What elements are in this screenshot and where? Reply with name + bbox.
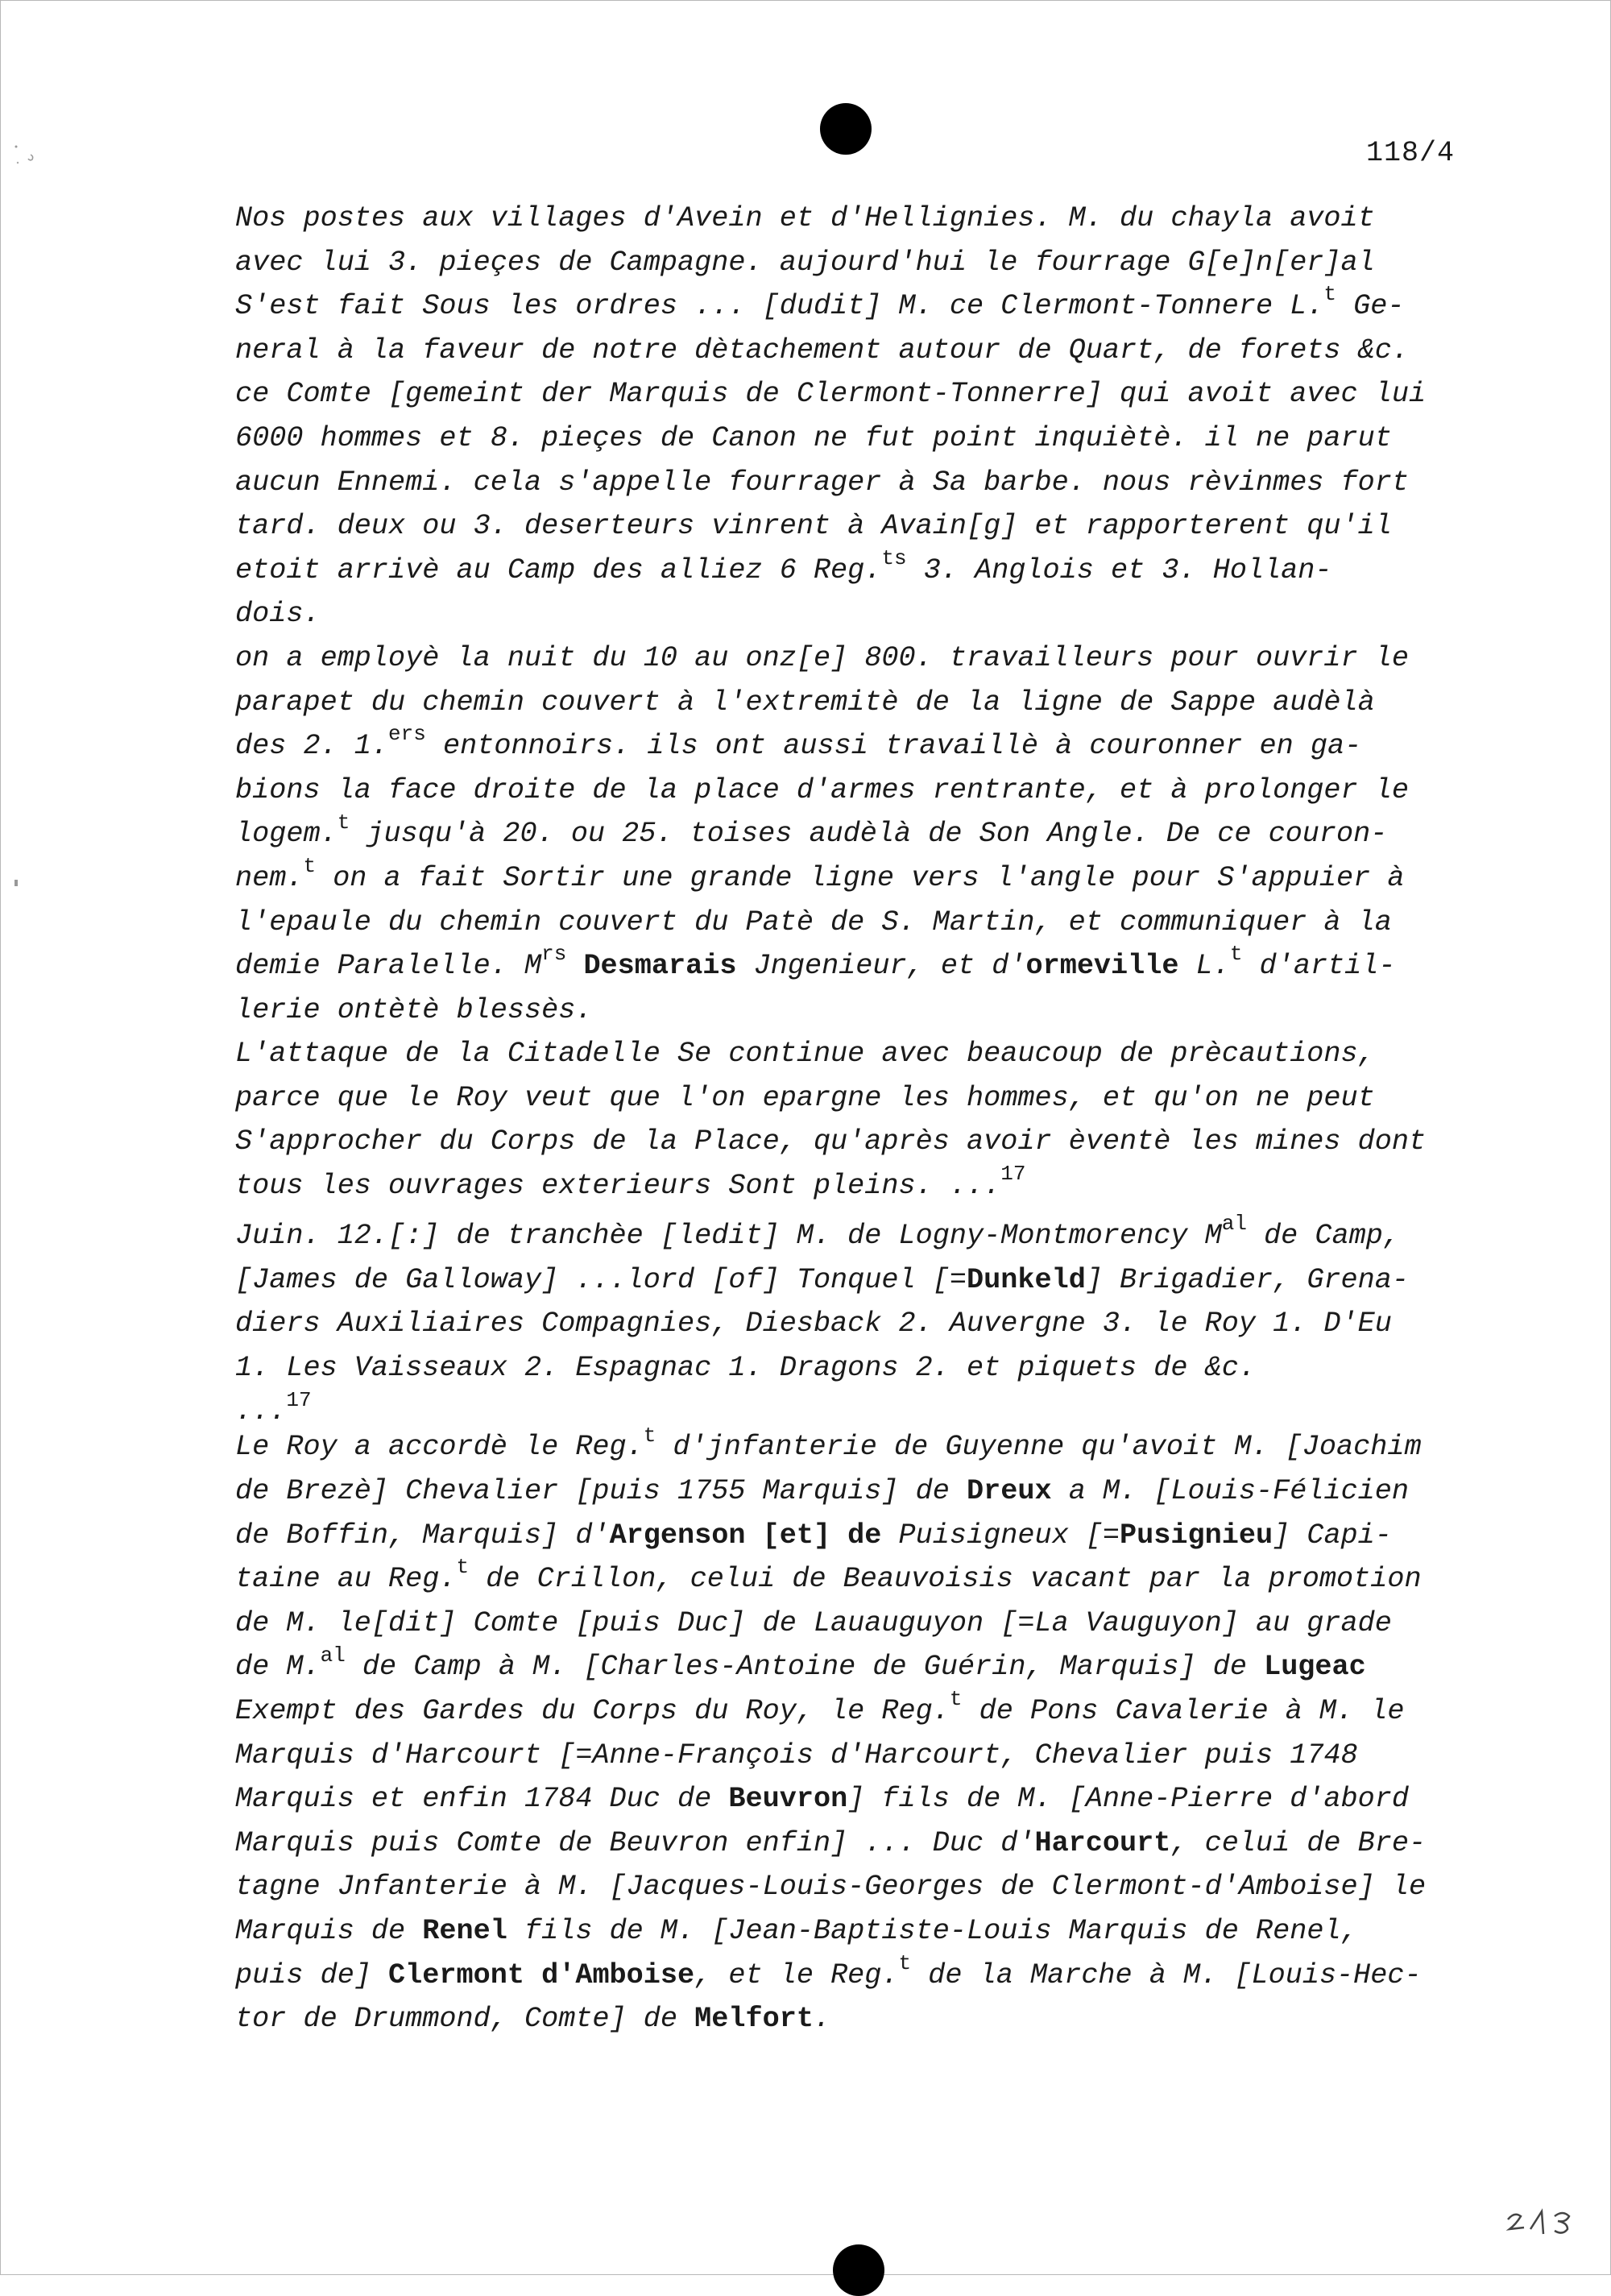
text-line: tagne Jnfanterie à M. [Jacques-Louis-Georges de Clermont-d'Amboise] le <box>235 1871 1427 1904</box>
text-line: ...$^{17}$ <box>235 1387 312 1428</box>
text-line: Juin. 12.[:] de tranchèe [ledit] M. de Logny-Montmorency $M^{al}$ de Camp, <box>235 1212 1400 1253</box>
text-line: puis de] Clermont d'Amboise, et le Reg.$^t$ de la Marche à M. [Louis-Hec- <box>235 1950 1422 1991</box>
text-line: lerie ontètè blessès. <box>235 993 593 1026</box>
text-line: tous les ouvrages exterieurs Sont pleins. ...$^{17}$ <box>235 1162 1026 1203</box>
text-line: L'attaque de la Citadelle Se continue avec beaucoup de prècautions, <box>235 1038 1375 1071</box>
text-line: Le Roy a accordè le Reg.$^t$ d'jnfanterie de Guyenne qu'avoit M. [Joachim <box>235 1423 1422 1464</box>
text-line: de Boffin, Marquis] d'Argenson [et] de Puisigneux [=Pusignieu] Capi- <box>235 1519 1392 1552</box>
punch-hole-top <box>820 103 872 155</box>
text-line: parce que le Roy veut que l'on epargne les hommes, et qu'on ne peut <box>235 1081 1375 1114</box>
text-line: ce Comte [gemeint der Marquis de Clermont-Tonnerre] qui avoit avec lui <box>235 378 1427 411</box>
text-line: avec lui 3. pieçes de Campagne. aujourd'hui le fourrage G[e]n[er]al <box>235 246 1375 279</box>
text-line: tard. deux ou 3. deserteurs vinrent à Avain[g] et rapporterent qu'il <box>235 510 1392 543</box>
text-line: parapet du chemin couvert à l'extremitè de la ligne de Sappe audèlà <box>235 686 1375 719</box>
text-line: des 2. 1.$^{ers}$ entonnoirs. ils ont aussi travaillè à couronner en ga- <box>235 722 1362 763</box>
document-body <box>235 197 1476 2041</box>
punch-hole-bottom <box>833 2244 884 2296</box>
text-line: Marquis de Renel fils de M. [Jean-Baptiste-Louis Marquis de Renel, <box>235 1914 1358 1947</box>
text-line: dois. <box>235 598 321 631</box>
margin-tick <box>14 880 18 886</box>
text-line: de M.$^{al}$ de Camp à M. [Charles-Antoine de Guérin, Marquis] de Lugeac <box>235 1643 1366 1684</box>
text-line: [James de Galloway] ...lord [of] Tonquel [=Dunkeld] Brigadier, Grena- <box>235 1263 1410 1296</box>
text-line: de M. le[dit] Comte [puis Duc] de Lauauguyon [=La Vauguyon] au grade <box>235 1606 1392 1639</box>
text-line: diers Auxiliaires Compagnies, Diesback 2. Auvergne 3. le Roy 1. D'Eu <box>235 1308 1392 1341</box>
text-line: 1. Les Vaisseaux 2. Espagnac 1. Dragons 2. et piquets de &c. <box>235 1351 1256 1384</box>
text-line: Marquis d'Harcourt [=Anne-François d'Harcourt, Chevalier puis 1748 <box>235 1739 1358 1772</box>
text-line: de Brezè] Chevalier [puis 1755 Marquis] de Dreux a M. [Louis-Félicien <box>235 1475 1410 1508</box>
text-line: on a employè la nuit du 10 au onz[e] 800. travailleurs pour ouvrir le <box>235 641 1409 674</box>
text-line: neral à la faveur de notre dètachement autour de Quart, de forets &c. <box>235 334 1409 367</box>
text-line: logem.$^t$ jusqu'à 20. ou 25. toises audèlà de Son Angle. De ce couron- <box>235 810 1388 851</box>
margin-speck-icon <box>13 143 39 168</box>
text-line: l'epaule du chemin couvert du Patè de S. Martin, et communiquer à la <box>235 906 1392 939</box>
text-line: S'est fait Sous les ordres ... [dudit] M. ce Clermont-Tonnere L.$^t$ Ge- <box>235 282 1405 323</box>
text-line: etoit arrivè au Camp des alliez 6 Reg.$^{ts}$ 3. Anglois et 3. Hollan- <box>235 546 1332 586</box>
text-line: taine au Reg.$^t$ de Crillon, celui de Beauvoisis vacant par la promotion <box>235 1555 1422 1596</box>
text-line: 6000 hommes et 8. pieçes de Canon ne fut point inquiètè. il ne parut <box>235 421 1392 454</box>
text-line: Marquis puis Comte de Beuvron enfin] ... Duc d'Harcourt, celui de Bre- <box>235 1826 1427 1859</box>
text-line: aucun Ennemi. cela s'appelle fourrager à Sa barbe. nous rèvinmes fort <box>235 466 1409 499</box>
text-line: S'approcher du Corps de la Place, qu'après avoir èventè les mines dont <box>235 1125 1427 1158</box>
text-line: demie Paralelle. $M^{rs}$ Desmarais Jngenieur, et d'ormeville L.$^t$ d'artil- <box>235 942 1396 983</box>
text-line: Nos postes aux villages d'Avein et d'Hellignies. M. du chayla avoit <box>235 202 1375 234</box>
page-number: 118/4 <box>1366 137 1456 169</box>
handwritten-folio-number <box>1505 2205 1580 2239</box>
text-line: Exempt des Gardes du Corps du Roy, le Reg.$^t$ de Pons Cavalerie à M. le <box>235 1687 1405 1727</box>
text-line: nem.$^t$ on a fait Sortir une grande ligne vers l'angle pour S'appuier à <box>235 854 1405 894</box>
text-line: tor de Drummond, Comte] de Melfort. <box>235 2003 831 2036</box>
text-line: bions la face droite de la place d'armes rentrante, et à prolonger le <box>235 773 1409 806</box>
text-line: Marquis et enfin 1784 Duc de Beuvron] fils de M. [Anne-Pierre d'abord <box>235 1783 1410 1816</box>
